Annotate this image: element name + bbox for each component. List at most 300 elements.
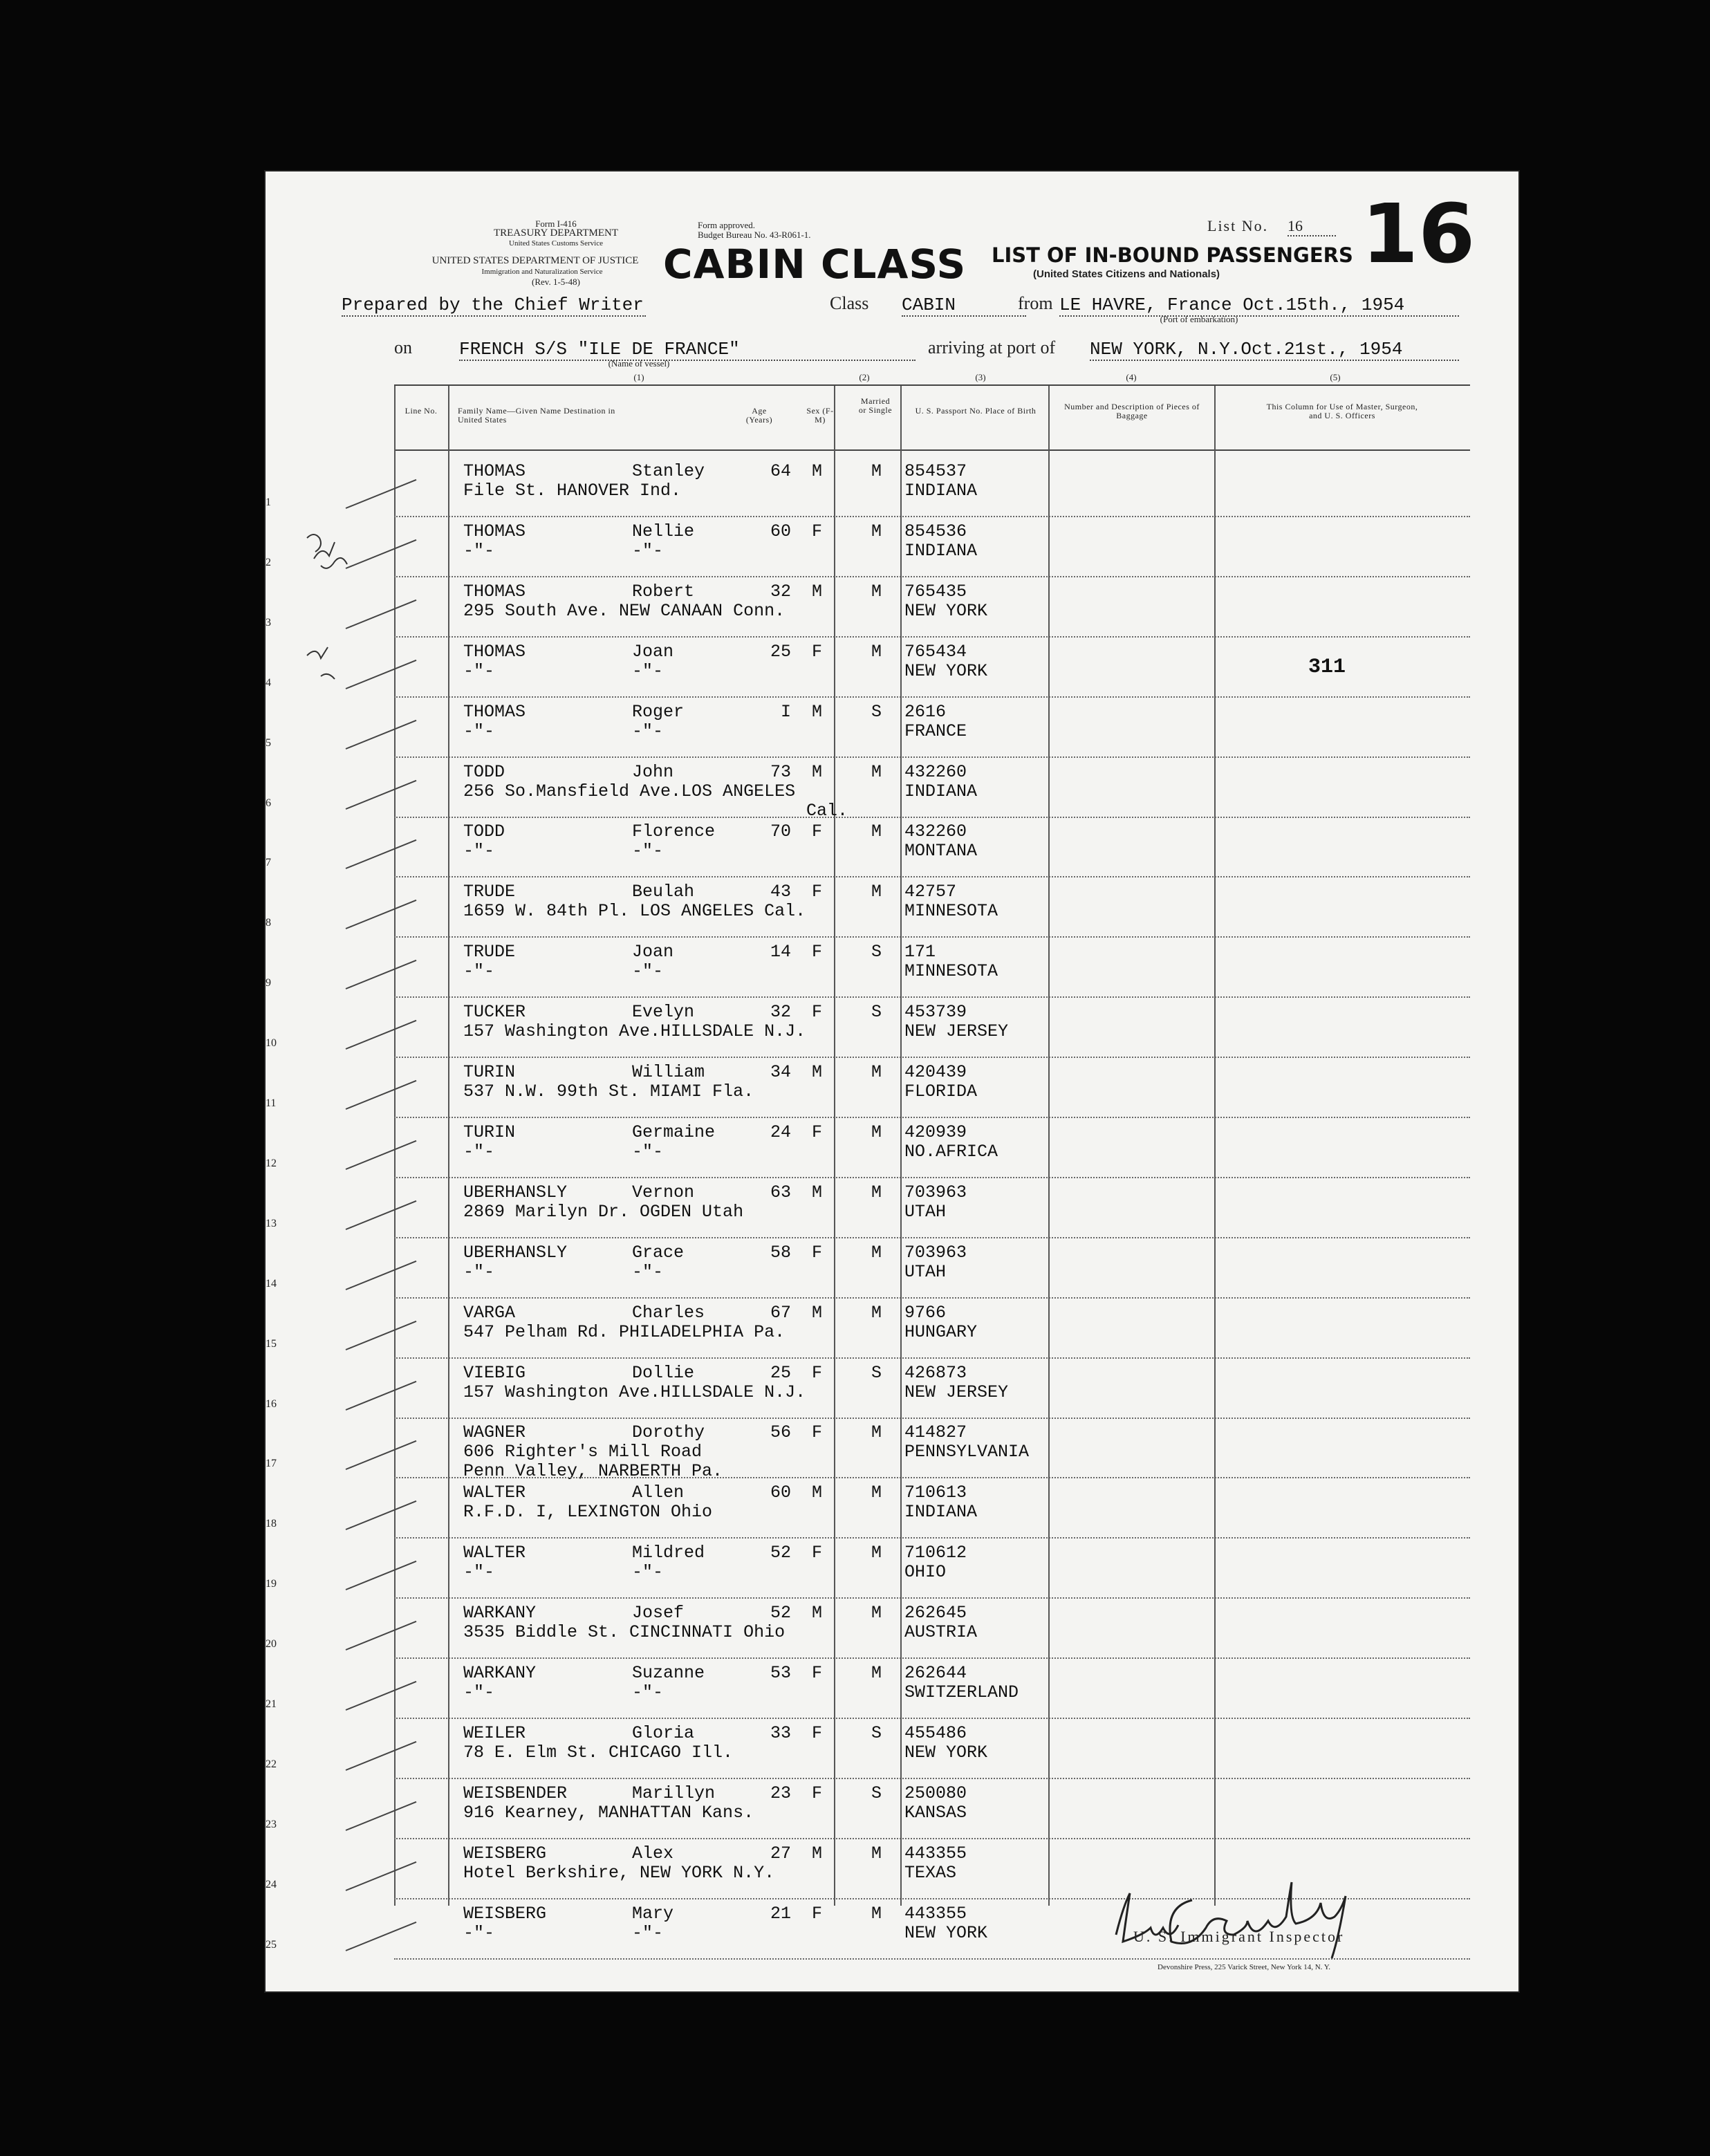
line-number: 19 [266,1578,277,1590]
row-divider [394,1057,1470,1058]
line-number: 16 [266,1397,277,1410]
from-value: LE HAVRE, France Oct.15th., 1954 [1059,295,1459,317]
destination-2: -"- [632,961,664,982]
line-number: 21 [266,1698,277,1710]
passport-no: 42757 [904,882,957,902]
line-number: 9 [266,977,271,989]
row-divider [394,1477,1470,1478]
given-name: Vernon [632,1182,695,1202]
check-mark [346,1621,417,1651]
destination: -"- [463,540,495,561]
marital-status: S [871,1783,882,1803]
check-mark [346,1080,417,1110]
row-divider [394,1357,1470,1359]
place-of-birth: SWITZERLAND [904,1682,1019,1702]
vessel-label: (Name of vessel) [608,358,670,369]
place-of-birth: FLORIDA [904,1081,978,1102]
destination: 256 So.Mansfield Ave.LOS ANGELES [463,781,796,801]
list-no-big: 16 [1362,186,1476,281]
row-divider [394,1657,1470,1659]
place-of-birth: INDIANA [904,1502,978,1523]
sex: F [812,1903,823,1924]
given-name: William [632,1062,705,1082]
sex: F [812,1362,823,1383]
destination-2: -"- [632,1922,664,1943]
sex: F [812,1543,823,1563]
passport-no: 432260 [904,761,967,782]
passport-no: 432260 [904,821,967,842]
destination: 606 Righter's Mill Road [463,1442,703,1462]
margin-handwriting [293,517,390,725]
passport-no: 765434 [904,641,967,662]
sex: M [812,1843,823,1864]
class-value: CABIN [902,295,1026,317]
family-name: WEILER [463,1722,526,1743]
destination-2: -"- [632,540,664,561]
family-name: TODD [463,821,505,842]
line-number: 6 [266,797,271,809]
place-of-birth: TEXAS [904,1862,957,1883]
sex: F [812,1783,823,1803]
table-header-rule [394,449,1470,451]
destination: -"- [463,1562,495,1583]
col-divider [1048,386,1050,1906]
passport-no: 443355 [904,1903,967,1924]
row-divider [394,876,1470,877]
class-label: Class [830,293,869,313]
line-number: 7 [266,857,271,869]
place-of-birth: MONTANA [904,841,978,862]
family-name: TODD [463,761,505,782]
destination-2: -"- [632,1261,664,1282]
age: 32 [770,1002,791,1023]
age: 60 [770,521,791,541]
officer-annotation: 311 [1308,656,1346,679]
family-name: THOMAS [463,581,526,602]
budget-bureau: Budget Bureau No. 43-R061-1. [698,230,811,240]
sex: M [812,701,823,722]
age: I [780,701,791,722]
passport-no: 455486 [904,1722,967,1743]
line-number: 25 [266,1938,277,1951]
age: 25 [770,1362,791,1383]
sex: F [812,641,823,662]
family-name: WEISBERG [463,1903,547,1924]
marital-status: S [871,701,882,722]
passport-no: 703963 [904,1182,967,1202]
dept-treasury: TREASURY DEPARTMENT [493,227,619,239]
row-divider [394,1718,1470,1719]
row-divider [394,817,1470,818]
col-divider [1214,386,1216,1906]
age: 73 [770,761,791,782]
row-divider [394,696,1470,698]
passport-no: 420439 [904,1062,967,1082]
destination-2: -"- [632,1682,664,1702]
check-mark [346,1801,417,1831]
passport-no: 262645 [904,1603,967,1624]
on-label: on [394,337,412,357]
family-name: TURIN [463,1062,516,1082]
age: 60 [770,1483,791,1503]
passport-no: 2616 [904,701,947,722]
marital-status: M [871,1603,882,1624]
row-divider [394,756,1470,758]
place-of-birth: FRANCE [904,721,967,741]
check-mark [346,1500,417,1530]
destination: 3535 Biddle St. CINCINNATI Ohio [463,1622,786,1643]
destination-2: -"- [632,1562,664,1583]
family-name: TURIN [463,1122,516,1142]
marital-status: M [871,882,882,902]
sex: M [812,761,823,782]
place-of-birth: HUNGARY [904,1321,978,1342]
destination-2: -"- [632,841,664,862]
header-officers: This Column for Use of Master, Surgeon, and U. S. Officers [1266,402,1418,420]
marital-status: M [871,1242,882,1263]
marital-status: M [871,1903,882,1924]
check-mark [346,1200,417,1230]
destination: -"- [463,961,495,982]
sex: M [812,461,823,481]
marital-status: M [871,1843,882,1864]
arriving-label: arriving at port of [928,337,1056,357]
destination: Hotel Berkshire, NEW YORK N.Y. [463,1862,775,1883]
place-of-birth: AUSTRIA [904,1622,978,1643]
table-top-rule [394,384,1470,386]
row-divider [394,1838,1470,1839]
col-num-4: (4) [1126,372,1137,382]
family-name: THOMAS [463,521,526,541]
place-of-birth: NEW YORK [904,1922,988,1943]
family-name: UBERHANSLY [463,1182,568,1202]
check-mark [346,839,417,869]
given-name: Joan [632,641,674,662]
marital-status: M [871,1422,882,1443]
destination-2: Penn Valley, NARBERTH Pa. [463,1461,723,1482]
destination-2: -"- [632,660,664,681]
list-subtitle: (United States Citizens and Nationals) [1033,268,1220,280]
check-mark [346,1380,417,1410]
sex: F [812,1663,823,1683]
row-divider [394,1177,1470,1178]
row-divider [394,1778,1470,1779]
port-embarkation-label: (Port of embarkation) [1160,314,1238,324]
family-name: THOMAS [463,641,526,662]
given-name: Gloria [632,1722,695,1743]
place-of-birth: PENNSYLVANIA [904,1442,1030,1462]
destination-2: -"- [632,1141,664,1162]
dept-ins: Immigration and Naturalization Service [481,268,603,276]
row-divider [394,1237,1470,1238]
line-number: 14 [266,1277,277,1290]
marital-status: M [871,1302,882,1323]
family-name: THOMAS [463,461,526,481]
place-of-birth: INDIANA [904,781,978,801]
destination: 1659 W. 84th Pl. LOS ANGELES Cal. [463,901,806,922]
family-name: TRUDE [463,942,516,963]
given-name: Beulah [632,882,695,902]
age: 25 [770,641,791,662]
line-number: 13 [266,1217,277,1229]
passport-no: 453739 [904,1002,967,1023]
passport-no: 854536 [904,521,967,541]
place-of-birth: OHIO [904,1562,947,1583]
vessel-name: FRENCH S/S "ILE DE FRANCE" [459,339,916,361]
check-mark [346,960,417,989]
passport-no: 443355 [904,1843,967,1864]
sex: M [812,1603,823,1624]
check-mark [346,1741,417,1771]
destination: R.F.D. I, LEXINGTON Ohio [463,1502,713,1523]
family-name: WAGNER [463,1422,526,1443]
marital-status: S [871,1722,882,1743]
marital-status: M [871,1182,882,1202]
passport-no: 9766 [904,1302,947,1323]
given-name: Mary [632,1903,674,1924]
age: 56 [770,1422,791,1443]
line-number: 4 [266,676,271,689]
family-name: UBERHANSLY [463,1242,568,1263]
arriving-value: NEW YORK, N.Y.Oct.21st., 1954 [1090,339,1459,361]
sex: F [812,521,823,541]
age: 58 [770,1242,791,1263]
given-name: Robert [632,581,695,602]
line-number: 10 [266,1037,277,1050]
check-mark [346,900,417,929]
sex: F [812,942,823,963]
age: 34 [770,1062,791,1082]
header-sex: Sex (F-M) [806,406,834,425]
given-name: Marillyn [632,1783,716,1803]
age: 32 [770,581,791,602]
inspector-signature [1102,1872,1434,1969]
destination: 157 Washington Ave.HILLSDALE N.J. [463,1021,806,1042]
line-number: 18 [266,1518,277,1530]
row-divider [394,636,1470,638]
place-of-birth: NEW JERSEY [904,1382,1009,1402]
inspector-label: U. S. Immigrant Inspector [1133,1928,1345,1945]
marital-status: M [871,1663,882,1683]
marital-status: M [871,581,882,602]
age: 23 [770,1783,791,1803]
sex: F [812,1242,823,1263]
family-name: THOMAS [463,701,526,722]
col-num-5: (5) [1330,372,1341,382]
list-title: LIST OF IN-BOUND PASSENGERS [992,243,1353,267]
age: 52 [770,1543,791,1563]
line-number: 11 [266,1097,277,1109]
header-name: Family Name—Given Name Destination in United States [458,406,615,425]
destination: 78 E. Elm St. CHICAGO Ill. [463,1742,734,1763]
passport-no: 854537 [904,461,967,481]
list-no-label: List No. [1207,217,1269,234]
given-name: Alex [632,1843,674,1864]
place-of-birth: UTAH [904,1201,947,1222]
destination: 537 N.W. 99th St. MIAMI Fla. [463,1081,754,1102]
given-name: Germaine [632,1122,716,1142]
place-of-birth: MINNESOTA [904,901,998,922]
prepared-by: Prepared by the Chief Writer [342,295,646,317]
col-divider [834,386,835,1906]
marital-status: S [871,1362,882,1383]
line-number: 24 [266,1878,277,1890]
col-num-1: (1) [633,372,644,382]
age: 63 [770,1182,791,1202]
marital-status: M [871,1122,882,1142]
given-name: Josef [632,1603,685,1624]
destination: 547 Pelham Rd. PHILADELPHIA Pa. [463,1321,786,1342]
from-label: from [1018,293,1053,313]
list-no-small: 16 [1288,217,1336,236]
marital-status: M [871,761,882,782]
family-name: TRUDE [463,882,516,902]
marital-status: M [871,641,882,662]
check-mark [346,1681,417,1711]
place-of-birth: NEW YORK [904,1742,988,1763]
col-divider [900,386,902,1906]
row-divider [394,936,1470,938]
passport-no: 262644 [904,1663,967,1683]
family-name: VARGA [463,1302,516,1323]
line-number: 22 [266,1758,277,1770]
place-of-birth: INDIANA [904,481,978,501]
sex: M [812,1182,823,1202]
given-name: Dorothy [632,1422,705,1443]
sex: F [812,821,823,842]
passport-no: 710612 [904,1543,967,1563]
header-passport: U. S. Passport No. Place of Birth [915,406,1037,416]
passport-no: 414827 [904,1422,967,1443]
given-name: Grace [632,1242,685,1263]
line-number: 1 [266,496,271,508]
destination: -"- [463,1261,495,1282]
given-name: Mildred [632,1543,705,1563]
line-number: 17 [266,1458,277,1470]
given-name: Charles [632,1302,705,1323]
line-number: 8 [266,917,271,929]
sex: M [812,581,823,602]
passport-no: 250080 [904,1783,967,1803]
marital-status: M [871,821,882,842]
cabin-class-title: CABIN CLASS [663,241,967,288]
check-mark [346,779,417,809]
family-name: VIEBIG [463,1362,526,1383]
given-name: John [632,761,674,782]
sex: F [812,1722,823,1743]
header-age: Age (Years) [745,406,773,425]
dept-customs: United States Customs Service [509,239,603,248]
destination: File St. HANOVER Ind. [463,481,682,501]
given-name: Nellie [632,521,695,541]
passport-no: 703963 [904,1242,967,1263]
check-mark [346,479,417,509]
age: 53 [770,1663,791,1683]
age: 43 [770,882,791,902]
header-line-no: Line No. [405,406,438,416]
destination: 2869 Marilyn Dr. OGDEN Utah [463,1201,744,1222]
destination-2: Cal. [806,800,848,821]
age: 27 [770,1843,791,1864]
form-revision: (Rev. 1-5-48) [532,277,580,287]
line-number: 20 [266,1638,277,1651]
marital-status: M [871,1062,882,1082]
age: 67 [770,1302,791,1323]
line-number: 2 [266,556,271,568]
family-name: WARKANY [463,1663,537,1683]
passenger-manifest-page [266,171,1518,1991]
marital-status: M [871,521,882,541]
line-number: 12 [266,1157,277,1169]
passport-no: 171 [904,942,936,963]
family-name: WALTER [463,1543,526,1563]
destination: 295 South Ave. NEW CANAAN Conn. [463,600,786,621]
line-number: 5 [266,736,271,749]
row-divider [394,1297,1470,1299]
marital-status: S [871,1002,882,1023]
destination: 916 Kearney, MANHATTAN Kans. [463,1802,754,1823]
age: 64 [770,461,791,481]
place-of-birth: KANSAS [904,1802,967,1823]
age: 14 [770,942,791,963]
sex: M [812,1302,823,1323]
line-number: 23 [266,1818,277,1830]
row-divider [394,1597,1470,1599]
place-of-birth: NEW JERSEY [904,1021,1009,1042]
row-divider [394,576,1470,577]
age: 52 [770,1603,791,1624]
place-of-birth: NO.AFRICA [904,1141,998,1162]
passport-no: 710613 [904,1483,967,1503]
given-name: Evelyn [632,1002,695,1023]
check-mark [346,1440,417,1470]
destination: -"- [463,660,495,681]
marital-status: M [871,461,882,481]
destination: -"- [463,841,495,862]
check-mark [346,1921,417,1951]
given-name: Stanley [632,461,705,481]
family-name: WALTER [463,1483,526,1503]
given-name: Allen [632,1483,685,1503]
destination: -"- [463,721,495,741]
place-of-birth: MINNESOTA [904,961,998,982]
check-mark [346,1020,417,1050]
family-name: WARKANY [463,1603,537,1624]
age: 24 [770,1122,791,1142]
row-divider [394,1418,1470,1419]
row-divider [394,1117,1470,1118]
check-mark [346,1320,417,1350]
given-name: Florence [632,821,716,842]
col-divider [394,386,396,1906]
destination: -"- [463,1922,495,1943]
place-of-birth: INDIANA [904,540,978,561]
passport-no: 420939 [904,1122,967,1142]
destination: -"- [463,1682,495,1702]
marital-status: S [871,942,882,963]
dept-justice: UNITED STATES DEPARTMENT OF JUSTICE [431,255,639,266]
sex: F [812,1422,823,1443]
passport-no: 765435 [904,581,967,602]
age: 21 [770,1903,791,1924]
header-married: Married or Single [858,396,893,415]
row-divider [394,1537,1470,1539]
given-name: Dollie [632,1362,695,1383]
sex: F [812,882,823,902]
age: 70 [770,821,791,842]
check-mark [346,1261,417,1290]
given-name: Joan [632,942,674,963]
